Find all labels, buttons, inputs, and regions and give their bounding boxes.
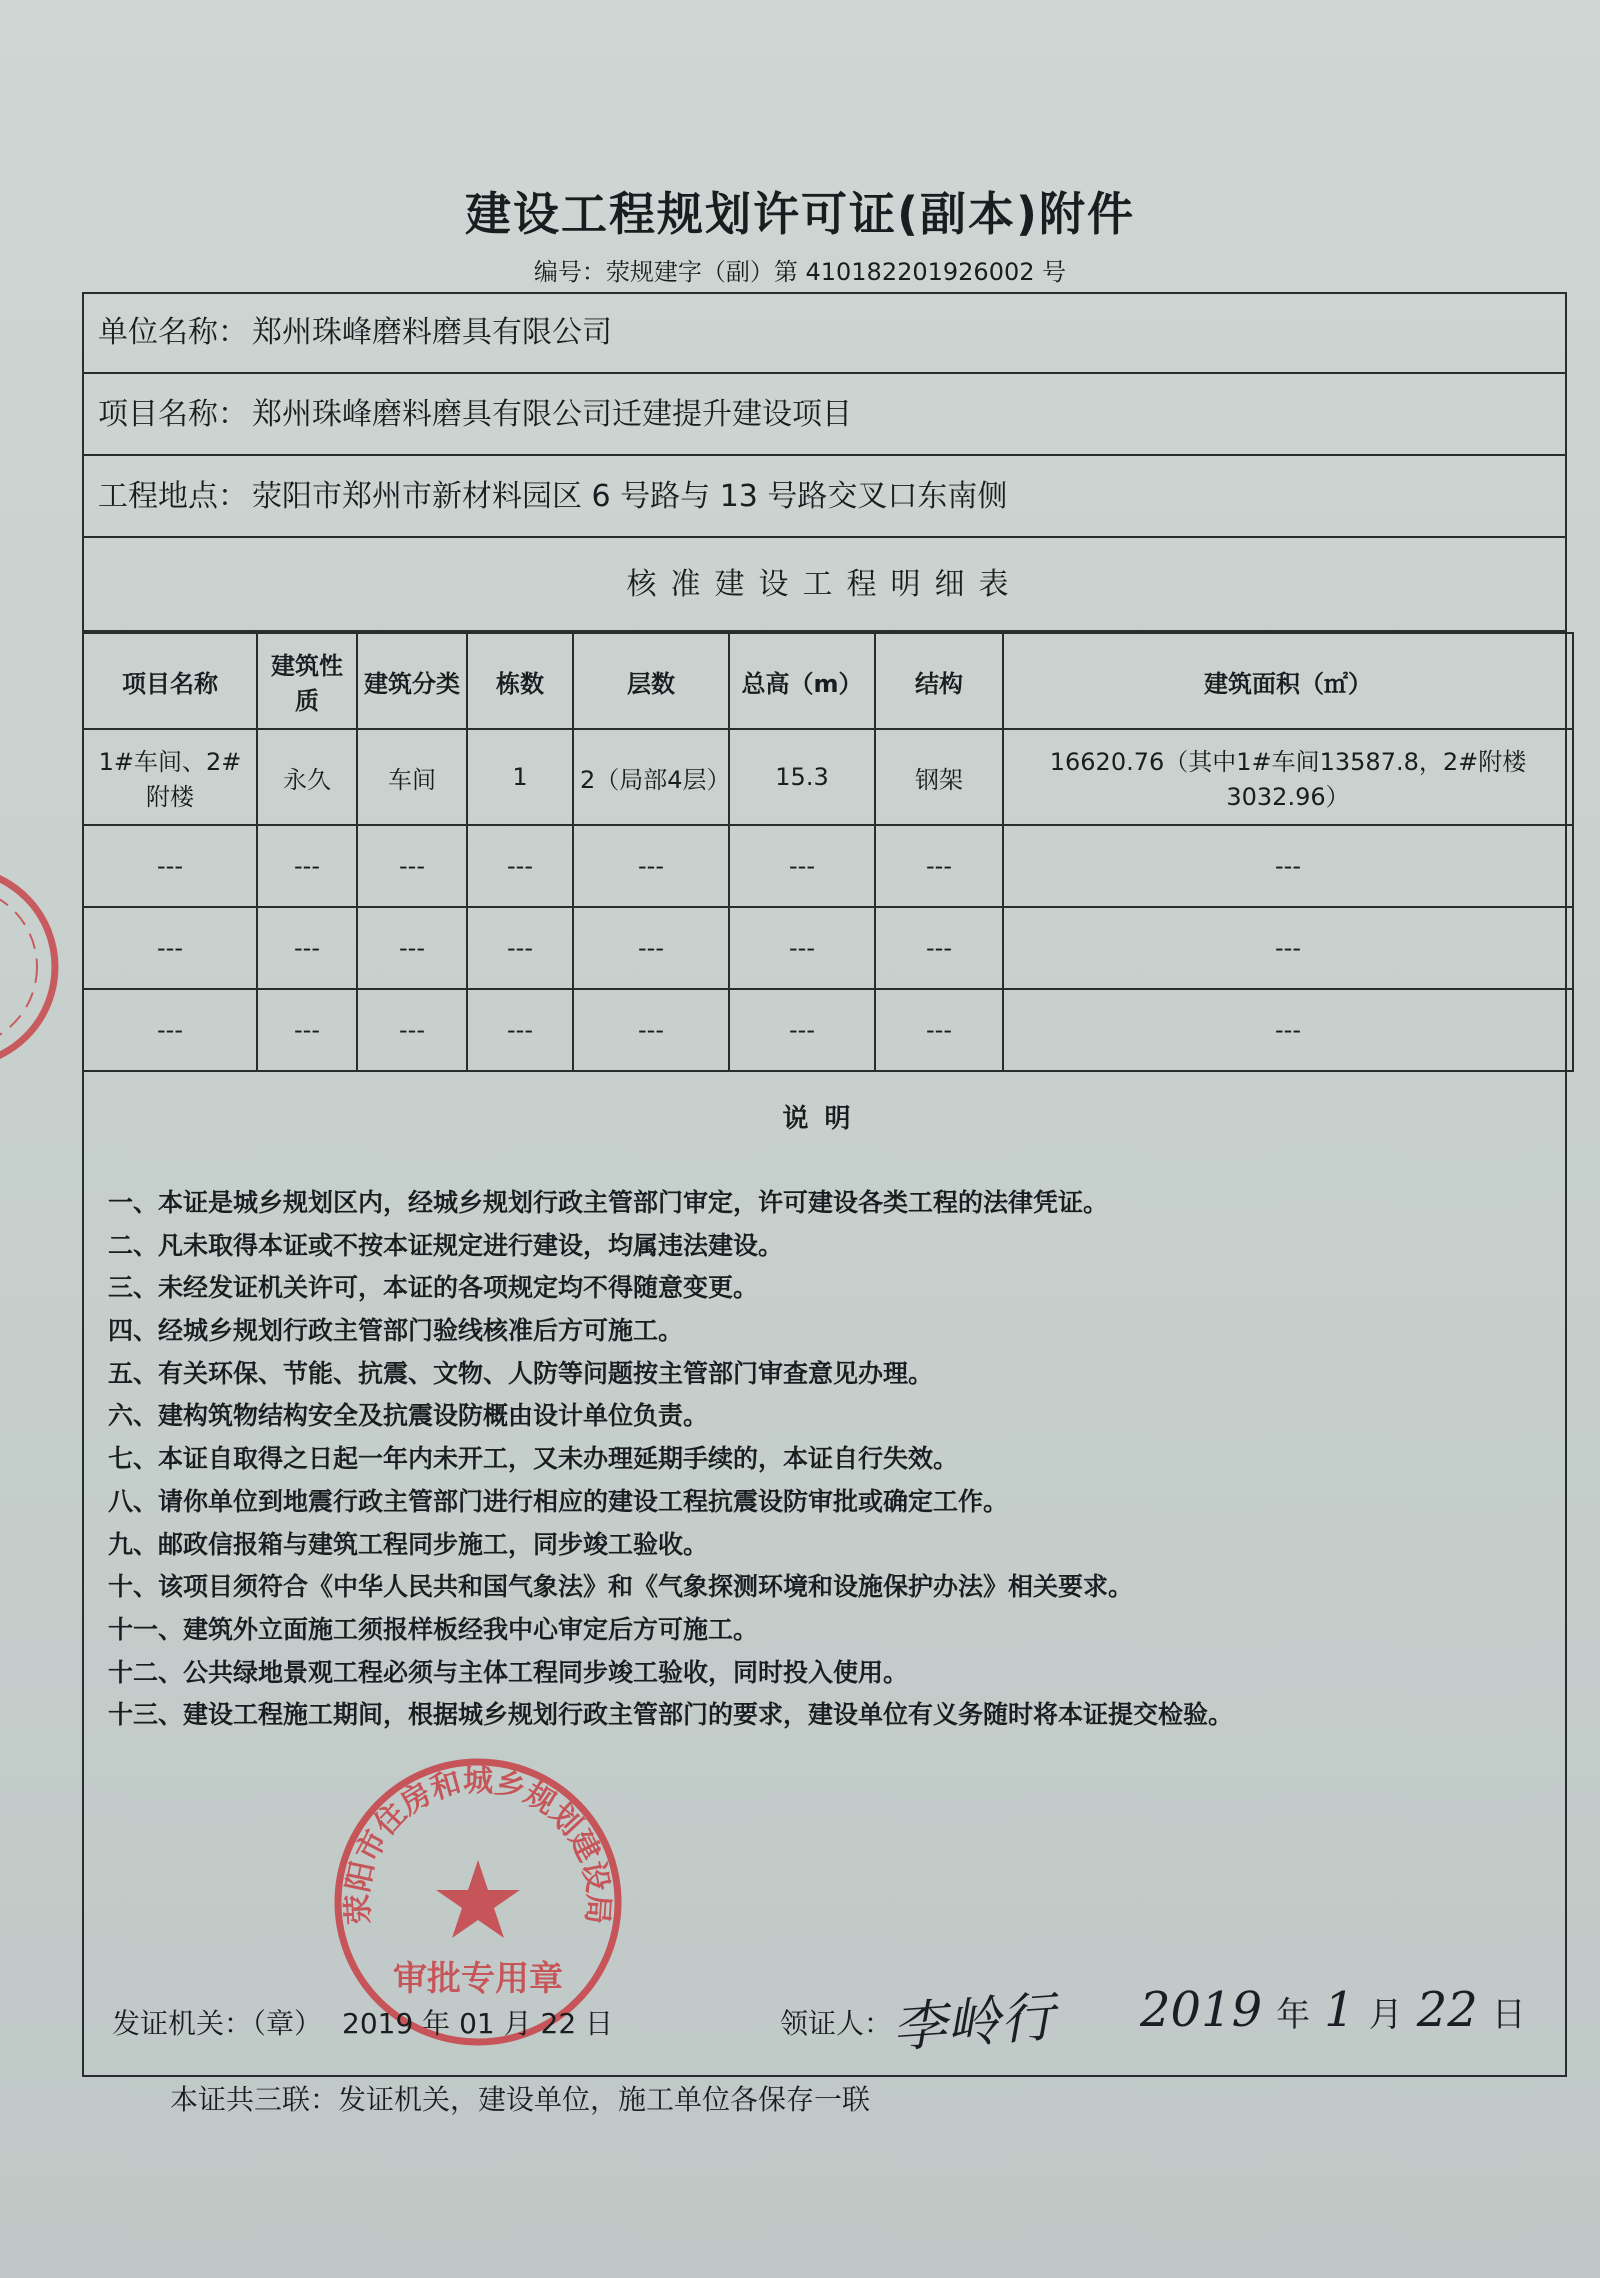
issuer-label: 发证机关：（章） bbox=[112, 2007, 323, 2040]
table-cell: --- bbox=[875, 907, 1003, 989]
project-name-value: 郑州珠峰磨料磨具有限公司迁建提升建设项目 bbox=[252, 397, 852, 432]
issuer-line bbox=[112, 2002, 613, 2042]
table-cell: --- bbox=[1003, 825, 1573, 907]
note-item: 八、请你单位到地震行政主管部门进行相应的建设工程抗震设防审批或确定工作。 bbox=[108, 1486, 1009, 1516]
note-item: 四、经城乡规划行政主管部门验线核准后方可施工。 bbox=[108, 1316, 684, 1346]
unit-name-row bbox=[82, 292, 1567, 374]
table-cell: --- bbox=[875, 989, 1003, 1071]
table-row bbox=[83, 989, 1573, 1071]
table-cell: --- bbox=[83, 907, 257, 989]
seal-text: 荥阳市住房和城乡规划建设局 bbox=[340, 1764, 616, 1926]
header-cell: 建筑面积（㎡） bbox=[1003, 633, 1573, 729]
table-cell: --- bbox=[729, 825, 875, 907]
table-row bbox=[83, 729, 1573, 825]
table-cell: 2（局部4层） bbox=[573, 729, 729, 825]
location-row bbox=[82, 456, 1567, 538]
seal-subtext: 审批专用章 bbox=[393, 1959, 563, 1999]
received-date bbox=[1140, 1982, 1540, 2038]
table-cell: --- bbox=[357, 907, 467, 989]
table-cell: --- bbox=[1003, 989, 1573, 1071]
note-item: 三、未经发证机关许可，本证的各项规定均不得随意变更。 bbox=[108, 1273, 759, 1303]
issue-date: 2019 年 01 月 22 日 bbox=[342, 2007, 614, 2040]
receiver-label: 领证人： bbox=[780, 2007, 893, 2040]
received-year: 2019 bbox=[1140, 1982, 1263, 2038]
month-unit: 月 bbox=[1368, 1995, 1403, 2035]
table-cell: 永久 bbox=[257, 729, 357, 825]
location-value: 荥阳市郑州市新材料园区 6 号路与 13 号路交叉口东南侧 bbox=[252, 479, 1008, 514]
note-item: 五、有关环保、节能、抗震、文物、人防等问题按主管部门审查意见办理。 bbox=[108, 1358, 934, 1388]
table-cell: 1 bbox=[467, 729, 573, 825]
note-item: 一、本证是城乡规划区内，经城乡规划行政主管部门审定，许可建设各类工程的法律凭证。 bbox=[108, 1188, 1109, 1217]
header-cell: 建筑分类 bbox=[357, 633, 467, 729]
table-cell: --- bbox=[729, 907, 875, 989]
document-number: 编号：荥规建字（副）第 410182201926002 号 bbox=[533, 258, 1067, 286]
unit-name-value: 郑州珠峰磨料磨具有限公司 bbox=[252, 315, 612, 350]
table-cell: --- bbox=[83, 989, 257, 1071]
table-cell: --- bbox=[875, 825, 1003, 907]
copies-note: 本证共三联：发证机关，建设单位，施工单位各保存一联 bbox=[170, 2083, 871, 2116]
table-cell: --- bbox=[467, 989, 573, 1071]
note-item: 十、该项目须符合《中华人民共和国气象法》和《气象探测环境和设施保护办法》相关要求。 bbox=[108, 1572, 1134, 1602]
table-cell: --- bbox=[257, 907, 357, 989]
table-cell: --- bbox=[83, 825, 257, 907]
table-cell: 车间 bbox=[357, 729, 467, 825]
project-name-row bbox=[82, 374, 1567, 456]
table-cell: --- bbox=[357, 825, 467, 907]
header-cell: 项目名称 bbox=[83, 633, 257, 729]
table-cell: --- bbox=[467, 825, 573, 907]
header-cell: 栋数 bbox=[467, 633, 573, 729]
note-item: 十三、建设工程施工期间，根据城乡规划行政主管部门的要求，建设单位有义务随时将本证提交检验。 bbox=[108, 1700, 1234, 1730]
location-label: 工程地点： bbox=[98, 479, 248, 514]
notes-list bbox=[108, 1182, 1548, 1737]
header-cell: 建筑性质 bbox=[257, 633, 357, 729]
table-cell: --- bbox=[467, 907, 573, 989]
table-cell: 16620.76（其中1#车间13587.8，2#附楼3032.96） bbox=[1003, 729, 1573, 825]
table-cell: 15.3 bbox=[729, 729, 875, 825]
table-cell: 1#车间、2#附楼 bbox=[83, 729, 257, 825]
table-cell: 钢架 bbox=[875, 729, 1003, 825]
note-item: 十二、公共绿地景观工程必须与主体工程同步竣工验收，同时投入使用。 bbox=[108, 1657, 909, 1687]
note-item: 九、邮政信报箱与建筑工程同步施工，同步竣工验收。 bbox=[108, 1529, 709, 1559]
document-title: 建设工程规划许可证(副本)附件 bbox=[464, 187, 1136, 241]
project-name-label: 项目名称： bbox=[98, 397, 248, 432]
receiver-signature: 李岭行 bbox=[890, 1985, 1057, 2060]
table-row bbox=[83, 825, 1573, 907]
day-unit: 日 bbox=[1491, 1995, 1526, 2035]
note-item: 七、本证自取得之日起一年内未开工，又未办理延期手续的，本证自行失效。 bbox=[108, 1444, 959, 1474]
header-cell: 层数 bbox=[573, 633, 729, 729]
unit-name-label: 单位名称： bbox=[98, 315, 248, 350]
seal-star-icon bbox=[436, 1860, 520, 1938]
table-cell: --- bbox=[573, 825, 729, 907]
detail-table bbox=[82, 632, 1574, 1072]
note-item: 六、建构筑物结构安全及抗震设防概由设计单位负责。 bbox=[108, 1401, 709, 1431]
note-item: 二、凡未取得本证或不按本证规定进行建设，均属违法建设。 bbox=[108, 1230, 784, 1260]
detail-table-title: 核准建设工程明细表 bbox=[82, 538, 1567, 632]
header-cell: 总高（m） bbox=[729, 633, 875, 729]
table-cell: --- bbox=[1003, 907, 1573, 989]
table-header-row bbox=[83, 633, 1573, 729]
header-cell: 结构 bbox=[875, 633, 1003, 729]
table-row bbox=[83, 907, 1573, 989]
table-cell: --- bbox=[257, 825, 357, 907]
year-unit: 年 bbox=[1276, 1995, 1311, 2035]
received-month: 1 bbox=[1324, 1982, 1355, 2038]
partial-seal-icon bbox=[0, 860, 65, 1075]
received-day: 22 bbox=[1416, 1982, 1478, 2038]
notes-title: 说明 bbox=[782, 1104, 867, 1134]
note-item: 十一、建筑外立面施工须报样板经我中心审定后方可施工。 bbox=[108, 1614, 759, 1644]
table-cell: --- bbox=[573, 989, 729, 1071]
table-cell: --- bbox=[729, 989, 875, 1071]
table-cell: --- bbox=[357, 989, 467, 1071]
table-cell: --- bbox=[573, 907, 729, 989]
table-cell: --- bbox=[257, 989, 357, 1071]
